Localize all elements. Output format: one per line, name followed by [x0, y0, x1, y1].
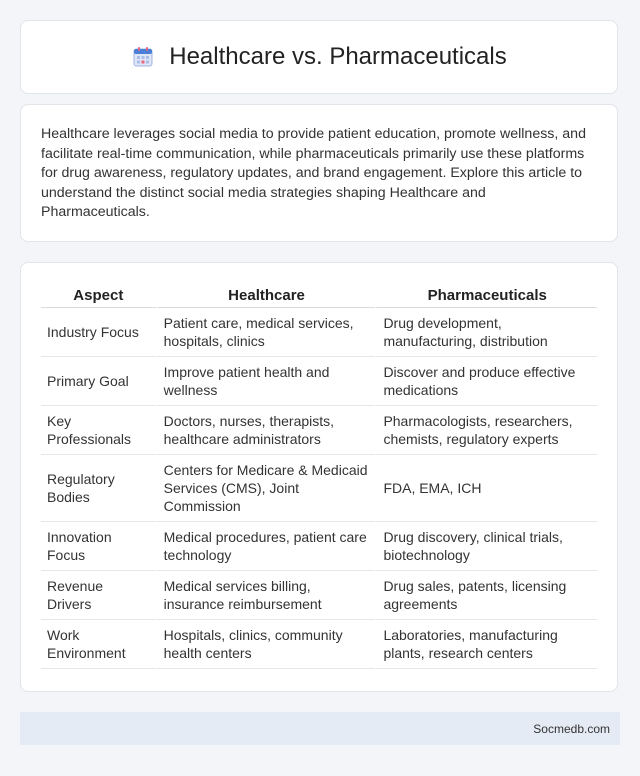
cell-healthcare: Doctors, nurses, therapists, healthcare administrators [156, 406, 376, 455]
cell-healthcare: Improve patient health and wellness [156, 357, 376, 406]
table-row [41, 308, 597, 357]
cell-aspect: Industry Focus [41, 308, 156, 357]
footer-site-link[interactable]: Socmedb.com [533, 721, 610, 736]
cell-aspect: Key Professionals [41, 406, 156, 455]
table-row [41, 406, 597, 455]
comparison-table-card [20, 262, 618, 692]
cell-aspect: Primary Goal [41, 357, 156, 406]
table-header-row [41, 283, 597, 308]
cell-aspect: Regulatory Bodies [41, 455, 156, 522]
header-healthcare: Healthcare [156, 283, 376, 308]
cell-pharmaceuticals: Laboratories, manufacturing plants, research centers [375, 620, 597, 669]
intro-card [20, 104, 618, 242]
table-row [41, 455, 597, 522]
cell-pharmaceuticals: Drug sales, patents, licensing agreements [375, 571, 597, 620]
header-aspect: Aspect [41, 283, 156, 308]
cell-aspect: Innovation Focus [41, 522, 156, 571]
header-pharmaceuticals: Pharmaceuticals [375, 283, 597, 308]
cell-healthcare: Medical procedures, patient care technology [156, 522, 376, 571]
cell-healthcare: Medical services billing, insurance reimbursement [156, 571, 376, 620]
cell-aspect: Revenue Drivers [41, 571, 156, 620]
intro-text: Healthcare leverages social media to provide patient education, promote wellness, and facilitate real-time communication, while pharmaceuticals primarily use these platforms for drug awareness, regulatory updates, and brand engagement. Explore this article to understand the distinct social media strategies shaping Healthcare and Pharmaceuticals. [41, 126, 586, 220]
cell-pharmaceuticals: Discover and produce effective medications [375, 357, 597, 406]
cell-healthcare: Hospitals, clinics, community health centers [156, 620, 376, 669]
cell-healthcare: Patient care, medical services, hospitals, clinics [156, 308, 376, 357]
table-row [41, 522, 597, 571]
cell-aspect: Work Environment [41, 620, 156, 669]
title-card [20, 20, 618, 94]
table-row [41, 357, 597, 406]
cell-pharmaceuticals: Drug discovery, clinical trials, biotechnology [375, 522, 597, 571]
table-row [41, 571, 597, 620]
cell-pharmaceuticals: FDA, EMA, ICH [375, 455, 597, 522]
comparison-table [41, 283, 597, 669]
page-title: Healthcare vs. Pharmaceuticals [169, 43, 507, 70]
calendar-icon [131, 45, 155, 69]
footer [20, 712, 620, 745]
table-row [41, 620, 597, 669]
cell-healthcare: Centers for Medicare & Medicaid Services (CMS), Joint Commission [156, 455, 376, 522]
cell-pharmaceuticals: Drug development, manufacturing, distribution [375, 308, 597, 357]
cell-pharmaceuticals: Pharmacologists, researchers, chemists, regulatory experts [375, 406, 597, 455]
